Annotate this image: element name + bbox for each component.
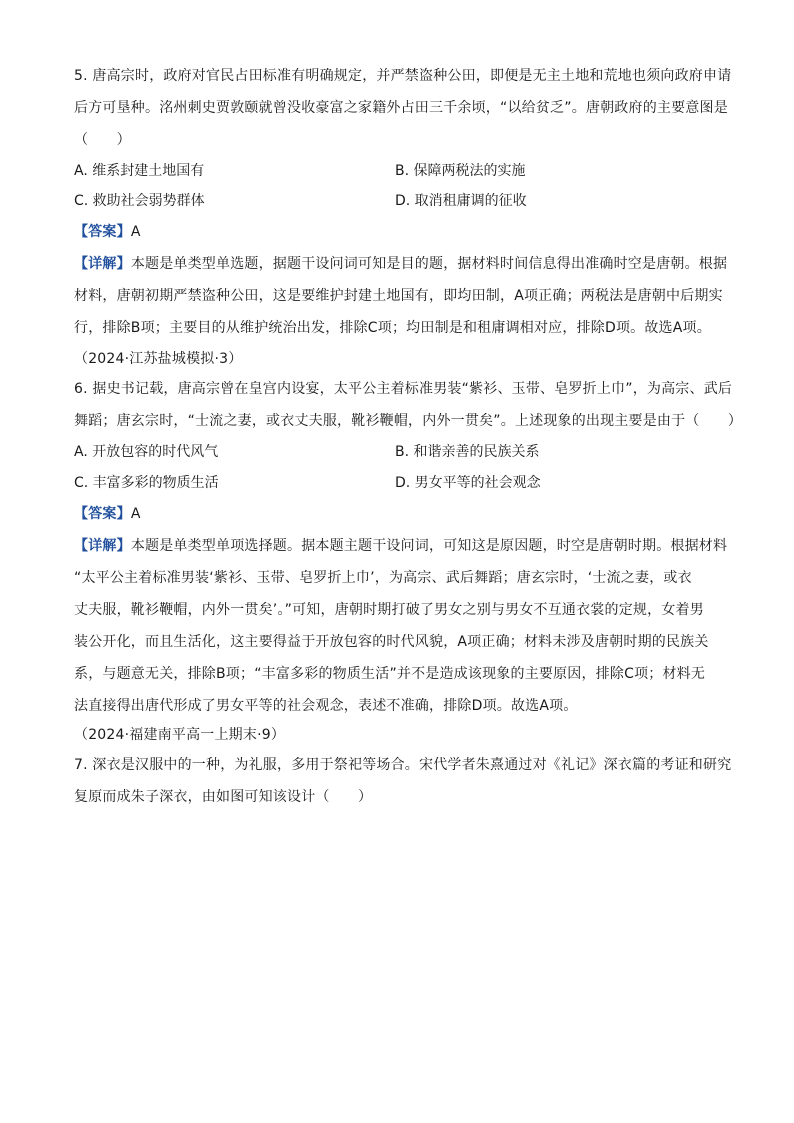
q5-detail-line-3: 行，排除B项；主要目的从维护统治出发，排除C项；均田制是和租庸调相对应，排除D项。故选A项。 [74,320,711,336]
q6-option-d: D. 男女平等的社会观念 [395,475,541,491]
q6-detail-line-6: 法直接得出唐代形成了男女平等的社会观念，表述不准确，排除D项。故选A项。 [74,698,578,714]
answer-value: A [130,224,141,240]
q6-answer [74,503,724,525]
q6-stem-line-1: 6. 据史书记载，唐高宗曾在皇宫内设宴，太平公主着标准男装“紫衫、玉带、皂罗折上巾”，为高宗、武后 [74,381,733,397]
q5-detail-line-2: 材料，唐朝初期严禁盗种公田，这是要维护封建土地国有，即均田制，A项正确；两税法是唐朝中后期实 [74,288,723,304]
q6-option-b: B. 和谐亲善的民族关系 [395,444,540,460]
answer-tag: 【答案】 [74,506,131,522]
q5-stem-blank: （ ） [74,132,131,148]
q5-option-c: C. 救助社会弱势群体 [74,193,205,209]
q7-source-note: （2024·福建南平高一上期末·9） [74,727,286,743]
q5-detail-line-1 [74,253,728,275]
q5-stem-line-2: 后方可垦种。洺州刺史贾敦颐就曾没收豪富之家籍外占田三千余顷，“以给贫乏”。唐朝政府的主要意图是 [74,100,728,116]
q6-detail-line-5: 系，与题意无关，排除B项；“丰富多彩的物质生活”并不是造成该现象的主要原因，排除C项；材料无 [74,666,706,682]
q6-detail-line-3: 丈夫服，靴衫鞭帽，内外一贯矣’。”可知，唐朝时期打破了男女之别与男女不互通衣裳的定规，女着男 [74,602,704,618]
q6-option-a: A. 开放包容的时代风气 [74,444,219,460]
detail-text: 本题是单类型单选题，据题干设问词可知是目的题，据材料时间信息得出准确时空是唐朝。根据 [130,256,728,272]
q5-option-d: D. 取消租庸调的征收 [395,193,527,209]
q7-stem-line-2: 复原而成朱子深衣，由如图可知该设计（ ） [74,789,373,805]
detail-tag: 【详解】 [74,538,131,554]
q6-stem-line-2: 舞蹈；唐玄宗时，“士流之妻，或衣丈夫服，靴衫鞭帽，内外一贯矣”。上述现象的出现主要是由于（ ） [74,413,743,429]
q5-option-b: B. 保障两税法的实施 [395,163,526,179]
q6-detail-line-4: 装公开化，而且生活化，这主要得益于开放包容的时代风貌，A项正确；材料未涉及唐朝时期的民族关 [74,634,709,650]
q7-stem-line-1: 7. 深衣是汉服中的一种，为礼服，多用于祭祀等场合。宋代学者朱熹通过对《礼记》深衣篇的考证和研究 [74,757,732,773]
q6-detail-line-1 [74,535,728,557]
q6-detail-line-2: “太平公主着标准男装‘紫衫、玉带、皂罗折上巾’，为高宗、武后舞蹈；唐玄宗时，‘士流之妻，或衣 [74,570,692,586]
detail-text: 本题是单类型单项选择题。据本题主题干设问词，可知这是原因题，时空是唐朝时期。根据材料 [130,538,728,554]
q5-answer [74,221,724,243]
q6-option-c: C. 丰富多彩的物质生活 [74,475,219,491]
q5-stem-line-1: 5. 唐高宗时，政府对官民占田标准有明确规定，并严禁盗种公田，即便是无主土地和荒地也须向政府申请 [74,68,732,84]
q5-option-a: A. 维系封建土地国有 [74,163,205,179]
answer-value: A [130,506,141,522]
q6-source-note: （2024·江苏盐城模拟·3） [74,351,243,367]
detail-tag: 【详解】 [74,256,131,272]
answer-tag: 【答案】 [74,224,131,240]
